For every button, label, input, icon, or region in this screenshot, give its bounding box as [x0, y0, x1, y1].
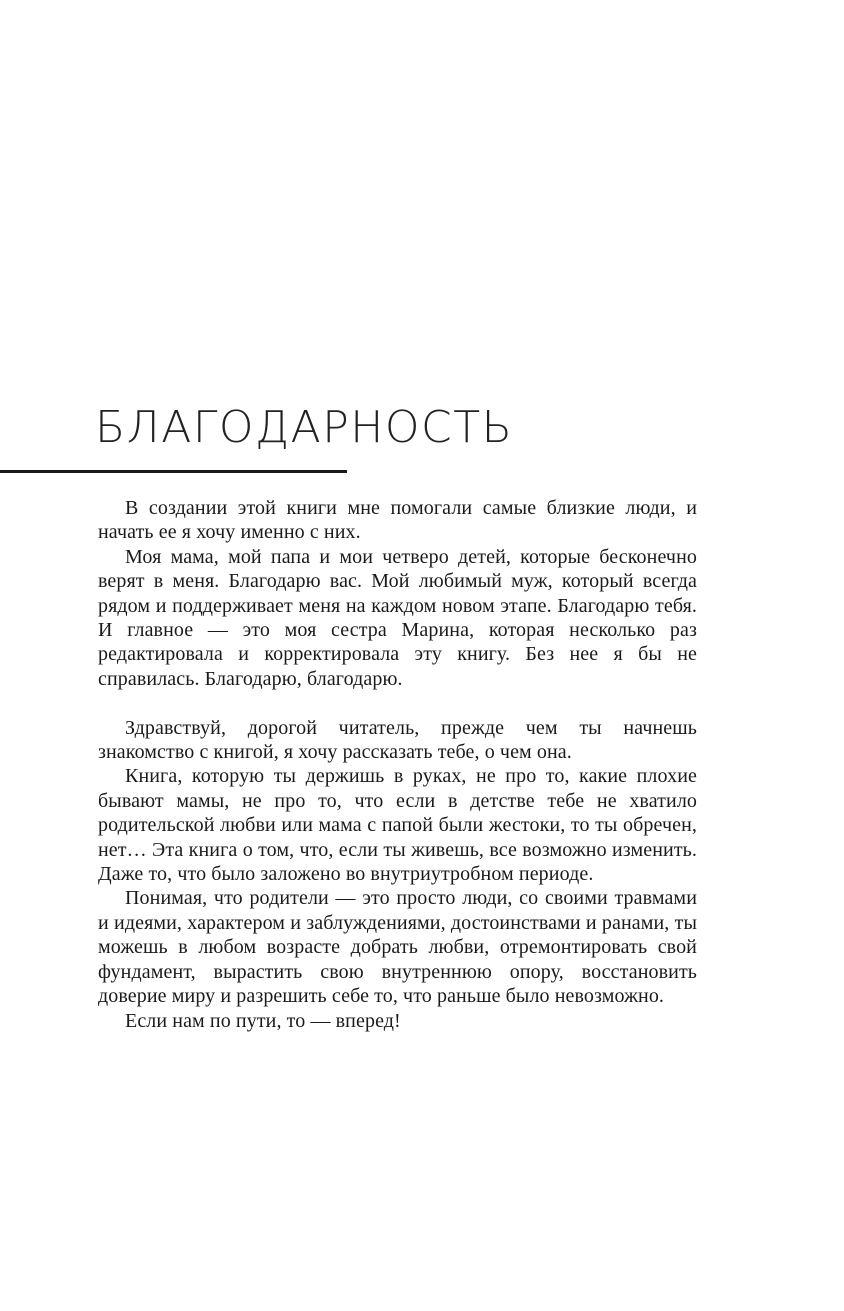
- heading-rule: [0, 470, 347, 473]
- paragraph-1: В создании этой книги мне помогали самые близкие люди, и начать ее я хочу именно с них.: [98, 497, 697, 544]
- paragraph-2: Моя мама, мой папа и мои четверо детей, которые бесконечно верят в меня. Благодарю вас. Мой любимый муж, который всегда рядом и поддерживает меня на каждом новом этапе. Благодарю тебя. И главное — это моя сестра Марина, которая несколько раз редактировала и корректировала эту книгу. Без нее я бы не справилась. Благодарю, благодарю.: [98, 545, 697, 690]
- body-text: [98, 496, 697, 1033]
- paragraph-5: Понимая, что родители — это просто люди, со своими травмами и идеями, характером и заблуждениями, достоинствами и ранами, ты можешь в любом возрасте добрать любви, отремонтировать свой фундамент, вырастить свою внутреннюю опору, восстановить доверие миру и разрешить себе то, что раньше было невозможно.: [98, 887, 697, 1008]
- chapter-heading: БЛАГОДАРНОСТЬ: [95, 402, 514, 453]
- paragraph-4: Книга, которую ты держишь в руках, не про то, какие плохие бывают мамы, не про то, что если в детстве тебе не хватило родительской любви или мама с папой были жестоки, то ты обречен, нет… Эта книга о том, что, если ты живешь, все возможно изменить. Даже то, что было заложено во внутриутробном периоде.: [98, 765, 697, 886]
- paragraph-6: Если нам по пути, то — вперед!: [125, 1009, 401, 1032]
- paragraph-3: Здравствуй, дорогой читатель, прежде чем ты начнешь знакомство с книгой, я хочу рассказать тебе, о чем она.: [98, 716, 697, 764]
